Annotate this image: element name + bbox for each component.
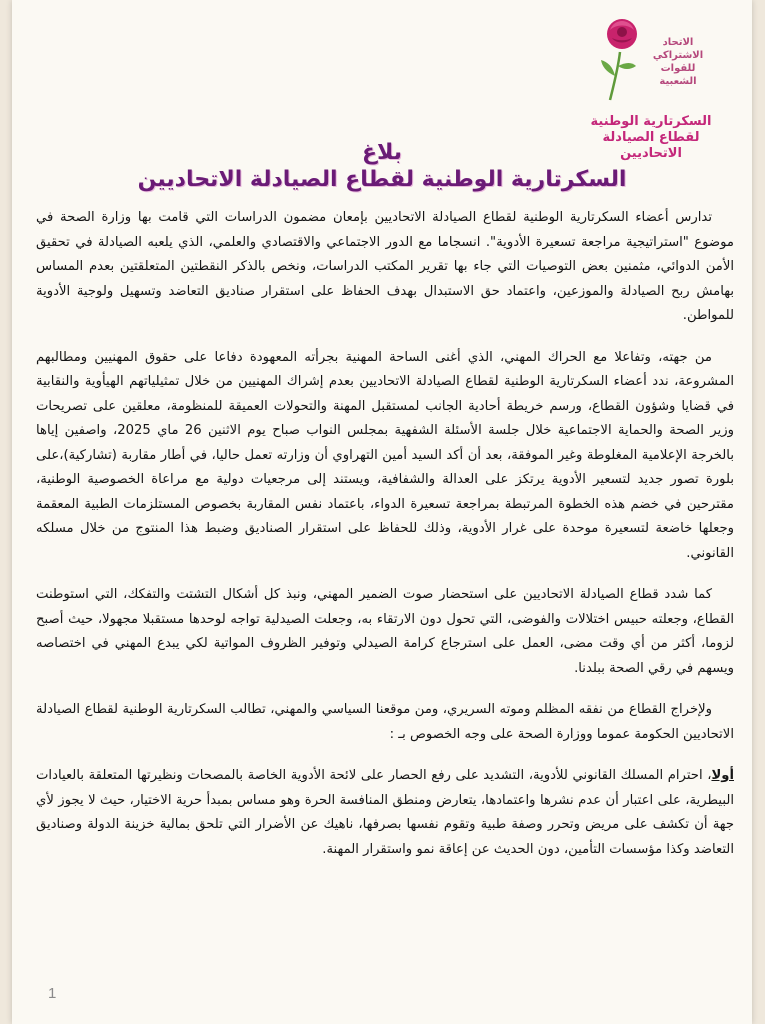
party-name-line: الشعبية bbox=[659, 76, 697, 87]
party-logo bbox=[590, 14, 726, 161]
party-name-line: الاتحاد bbox=[662, 37, 694, 48]
paragraph-professional-movement: من جهته، وتفاعلا مع الحراك المهني، الذي أغنى الساحة المهنية بجرأته المعهودة دفاعا على حقوق المهنيين ومطالبهم المشروعة، ندد أعضاء السكرتارية الوطنية لقطاع الصيادلة الاتحاديين بعدم إشراك المهنيين من خلال تمثيلياتهم الهيأوية والنقابية في قضايا وشؤون القطاع، ورسم خريطة أحادية الجانب لمستقبل المهنة والتحولات العميقة للمنظومة، معلقين على تصريحات وزير الصحة والحماية الاجتماعية خلال جلسة الأسئلة الشفهية بمجلس النواب صباح يوم الاثنين 26 ماي 2025، واصفين إياها بالخرجة الإعلامية المغلوطة وغير الموفقة، بعد أن أكد السيد أمين التهراوي أن وزارته تعمل حاليا، في أطار مقاربة (تشاركية)،على بلورة تصور جديد لتسعير الأدوية يرتكز على العدالة والشفافية، ويستند إلى مرجعيات دولية مع مراعاة الخصوصية الوطنية، مقترحين في خضم هذه الخطوة المرتبطة بمراجعة تسعيرة الدواء، باعتماد نفس المقاربة بخصوص المستلزمات الطبية المعقمة وجعلها خاضعة لتسعيرة موحدة على غرار الأدوية، وذلك للحفاظ على استقرار الصناديق وضبط هذا المنتوج من خلال مسلكه القانوني. bbox=[36, 349, 734, 561]
first-demand-label: أولا bbox=[711, 768, 734, 783]
paragraph-first-demand bbox=[36, 764, 734, 862]
notice-subtitle: السكرتارية الوطنية لقطاع الصيادلة الاتحاديين bbox=[137, 167, 627, 192]
document-page bbox=[12, 0, 752, 1024]
notice-title: بلاغ bbox=[362, 140, 402, 165]
party-name-line: الاشتراكي bbox=[652, 50, 704, 61]
paragraph-demands-intro: ولإخراج القطاع من نفقه المظلم وموته السريري، ومن موقعنا السياسي والمهني، تطالب السكرتارية الوطنية لقطاع الصيادلة الاتحاديين الحكومة عموما ووزارة الصحة على وجه الخصوص بـ : bbox=[36, 702, 734, 742]
paragraph-professional-conscience: كما شدد قطاع الصيادلة الاتحاديين على استحضار صوت الضمير المهني، ونبذ كل أشكال التشتت والتفكك، التي استوطنت القطاع، وجعلته حبيس اختلالات والفوضى، التي تحول دون الارتقاء به، وجعلت الصيدلية تواجه لوحدها مستقبلا مجهولا، حيث أصبح لزوما، أكثر من أي وقت مضى، العمل على استرجاع كرامة الصيدلي وتوفير الظروف المواتية لكي يبدع المهني في اختصاصه ويسهم في رقي الصحة ببلدنا. bbox=[36, 587, 734, 676]
statement-body bbox=[36, 206, 734, 879]
paragraph-study-review: تدارس أعضاء السكرتارية الوطنية لقطاع الصيادلة الاتحاديين بإمعان مضمون الدراسات التي قامت بها وزارة الصحة في موضوع "استراتيجية مراجعة تسعيرة الأدوية". انسجاما مع الدور الاجتماعي والاقتصادي والعلمي، الذي يلعبه الصيادلة في تحقيق الأمن الدوائي، مثمنين بعض التوصيات التي جاء بها تقرير المكتب الدراسات، ونخص بالذكر النقطتين المتعلقتين بعدم المساس بهامش ربح الصيادلة والموزعين، واعتماد حق الاستبدال بهدف الحفاظ على استقرار صناديق التعاضد وتسهيل ولوجية الأدوية للمواطن. bbox=[36, 210, 734, 323]
notice-heading bbox=[132, 140, 632, 194]
page-number: 1 bbox=[48, 985, 57, 1002]
first-demand-text: ، احترام المسلك القانوني للأدوية، التشديد على رفع الحصار على لائحة الأدوية الخاصة بالمصحات ونظيرتها المتعلقة بالعيادات البيطرية، على اعتبار أن عدم نشرها واعتمادها، يتعارض ومنطق المنافسة الحرة وهو مساس بمبدأ حرية الاختيار، حيث لا يجوز لأي جهة أن تكشف على مريض وتحرر وصفة طبية وتقوم نفسها بصرفها، ناهيك عن الأضرار التي تلحق بمالية خزينة الدولة وصناديق التعاضد وكذا مؤسسات التأمين، دون الحديث عن إعاقة نمو واستقرار المهنة. bbox=[36, 768, 734, 857]
department-name: السكرتارية الوطنية لقطاع الصيادلة الاتحاديين bbox=[590, 114, 712, 161]
party-name bbox=[638, 36, 718, 88]
party-name-line: للقوات bbox=[660, 63, 696, 74]
